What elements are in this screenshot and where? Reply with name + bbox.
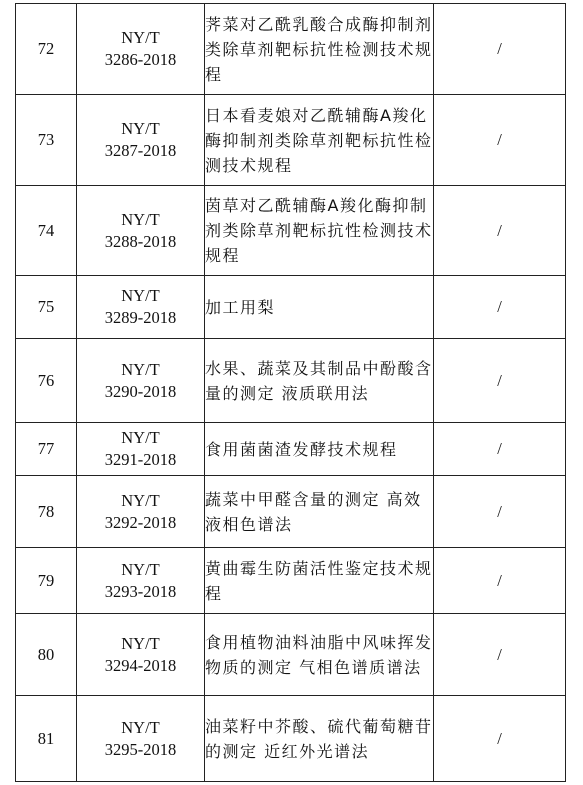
code-number: 3290-2018 bbox=[104, 381, 177, 401]
standard-name: 水果、蔬菜及其制品中酚酸含量的测定 液质联用法 bbox=[205, 339, 434, 423]
note-cell: / bbox=[434, 476, 566, 548]
standard-code bbox=[77, 276, 205, 339]
note-cell: / bbox=[434, 614, 566, 696]
note-cell: / bbox=[434, 339, 566, 423]
row-index: 73 bbox=[16, 95, 77, 186]
standard-name: 茵草对乙酰辅酶A羧化酶抑制剂类除草剂靶标抗性检测技术规程 bbox=[205, 186, 434, 276]
row-index: 74 bbox=[16, 186, 77, 276]
standard-name: 荠菜对乙酰乳酸合成酶抑制剂类除草剂靶标抗性检测技术规程 bbox=[205, 4, 434, 95]
standard-code bbox=[77, 548, 205, 614]
note-cell: / bbox=[434, 276, 566, 339]
table-row bbox=[16, 339, 566, 423]
code-prefix: NY/T bbox=[121, 717, 160, 737]
table-row bbox=[16, 276, 566, 339]
table-row bbox=[16, 696, 566, 782]
table-row bbox=[16, 186, 566, 276]
standard-code bbox=[77, 186, 205, 276]
code-number: 3286-2018 bbox=[104, 50, 177, 69]
standard-code bbox=[77, 614, 205, 696]
code-number: 3292-2018 bbox=[104, 512, 177, 532]
standard-name: 黄曲霉生防菌活性鉴定技术规程 bbox=[205, 548, 434, 614]
standard-code bbox=[77, 339, 205, 423]
note-cell: / bbox=[434, 95, 566, 186]
table-row bbox=[16, 4, 566, 95]
row-index: 78 bbox=[16, 476, 77, 548]
standard-name: 食用植物油料油脂中风味挥发物质的测定 气相色谱质谱法 bbox=[205, 614, 434, 696]
table-row bbox=[16, 476, 566, 548]
code-prefix: NY/T bbox=[121, 209, 160, 229]
standard-name: 食用菌菌渣发酵技术规程 bbox=[205, 423, 434, 476]
code-prefix: NY/T bbox=[121, 559, 160, 579]
standards-table bbox=[15, 3, 566, 782]
standard-code bbox=[77, 696, 205, 782]
standard-code bbox=[77, 423, 205, 476]
code-prefix: NY/T bbox=[121, 286, 160, 305]
code-prefix: NY/T bbox=[121, 28, 160, 47]
row-index: 72 bbox=[16, 4, 77, 95]
code-number: 3291-2018 bbox=[104, 450, 177, 469]
table-row bbox=[16, 423, 566, 476]
row-index: 75 bbox=[16, 276, 77, 339]
note-cell: / bbox=[434, 4, 566, 95]
table-row bbox=[16, 95, 566, 186]
note-cell: / bbox=[434, 548, 566, 614]
code-number: 3293-2018 bbox=[104, 581, 177, 601]
standard-name: 油菜籽中芥酸、硫代葡萄糖苷的测定 近红外光谱法 bbox=[205, 696, 434, 782]
note-cell: / bbox=[434, 186, 566, 276]
code-number: 3295-2018 bbox=[104, 739, 177, 759]
note-cell: / bbox=[434, 423, 566, 476]
standard-code bbox=[77, 4, 205, 95]
standard-code bbox=[77, 476, 205, 548]
standard-name: 蔬菜中甲醛含量的测定 高效液相色谱法 bbox=[205, 476, 434, 548]
code-prefix: NY/T bbox=[121, 428, 160, 447]
row-index: 81 bbox=[16, 696, 77, 782]
table-row bbox=[16, 548, 566, 614]
row-index: 77 bbox=[16, 423, 77, 476]
row-index: 79 bbox=[16, 548, 77, 614]
code-prefix: NY/T bbox=[121, 119, 160, 138]
code-prefix: NY/T bbox=[121, 633, 160, 653]
code-number: 3289-2018 bbox=[104, 308, 177, 327]
code-prefix: NY/T bbox=[121, 359, 160, 379]
code-number: 3288-2018 bbox=[104, 231, 177, 251]
row-index: 80 bbox=[16, 614, 77, 696]
table-row bbox=[16, 614, 566, 696]
code-prefix: NY/T bbox=[121, 490, 160, 510]
code-number: 3287-2018 bbox=[104, 141, 177, 160]
note-cell: / bbox=[434, 696, 566, 782]
row-index: 76 bbox=[16, 339, 77, 423]
code-number: 3294-2018 bbox=[104, 655, 177, 675]
standard-name: 日本看麦娘对乙酰辅酶A羧化酶抑制剂类除草剂靶标抗性检测技术规程 bbox=[205, 95, 434, 186]
standard-name: 加工用梨 bbox=[205, 276, 434, 339]
standard-code bbox=[77, 95, 205, 186]
